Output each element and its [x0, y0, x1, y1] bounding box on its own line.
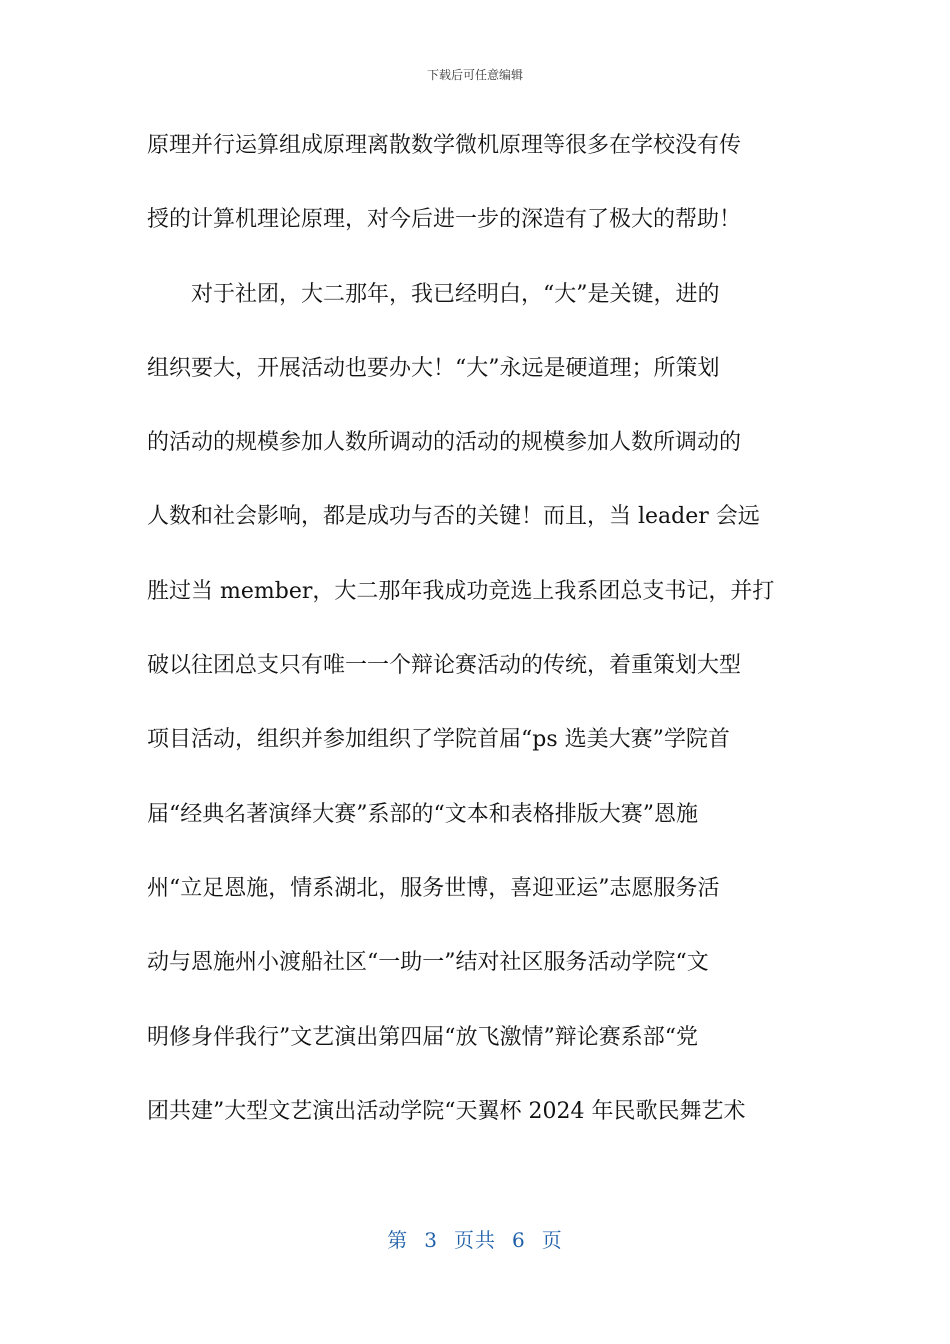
text-line: 明修身伴我行”文艺演出第四届“放飞激情”辩论赛系部“党: [147, 1024, 698, 1050]
footer-suffix: 页: [541, 1228, 563, 1252]
document-body: [147, 126, 807, 1166]
paragraph-start-line: 对于社团，大二那年，我已经明白，“大”是关键，进的: [191, 281, 720, 307]
footer-total-pages: 6: [512, 1228, 526, 1252]
text-line: 的活动的规模参加人数所调动的活动的规模参加人数所调动的: [147, 430, 742, 456]
text-line: 项目活动，组织并参加组织了学院首届“ps 选美大赛”学院首: [147, 727, 730, 753]
text-line: 届“经典名著演绎大赛”系部的“文本和表格排版大赛”恩施: [147, 801, 698, 827]
text-line: 组织要大，开展活动也要办大！“大”永远是硬道理；所策划: [147, 355, 720, 381]
text-line: 破以往团总支只有唯一一个辩论赛活动的传统，着重策划大型: [147, 653, 742, 679]
text-line: 动与恩施州小渡船社区“一助一”结对社区服务活动学院“文: [147, 950, 709, 976]
text-line: 人数和社会影响，都是成功与否的关键！而且，当 leader 会远: [147, 504, 760, 530]
text-line: 原理并行运算组成原理离散数学微机原理等很多在学校没有传: [147, 133, 742, 158]
text-line: 胜过当 member，大二那年我成功竞选上我系团总支书记，并打: [147, 578, 775, 604]
page-header: 下载后可任意编辑: [426, 68, 523, 82]
footer-page-number: 3: [424, 1228, 438, 1252]
footer-middle: 页共: [454, 1228, 496, 1252]
text-line: 州“立足恩施，情系湖北，服务世博，喜迎亚运”志愿服务活: [147, 875, 720, 901]
text-line: 授的计算机理论原理，对今后进一步的深造有了极大的帮助！: [147, 207, 742, 233]
text-line: 团共建”大型文艺演出活动学院“天翼杯 2024 年民歌民舞艺术: [147, 1098, 746, 1124]
footer-prefix: 第: [387, 1228, 409, 1252]
page-footer: [0, 1224, 950, 1253]
